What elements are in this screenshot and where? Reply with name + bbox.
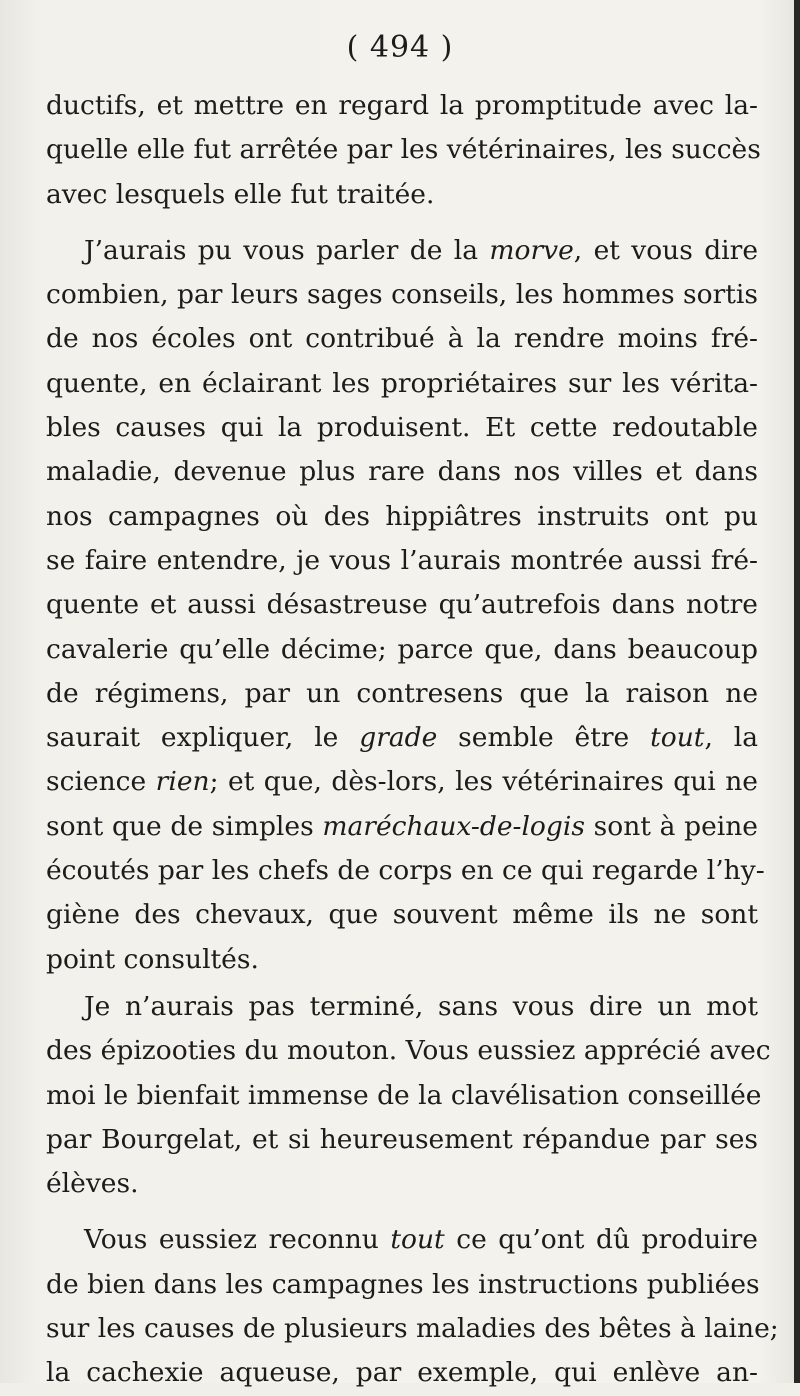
text-line: bles causes qui la produisent. Et cette redoutable — [46, 412, 758, 444]
text-line: sont que de simples maréchaux-de-logis sont à peine — [46, 810, 758, 842]
text-line: des épizooties du mouton. Vous eussiez apprécié avec — [46, 1035, 771, 1067]
paragraph-3 — [46, 985, 771, 1206]
text-line: écoutés par les chefs de corps en ce qui regarde l’hy- — [46, 855, 765, 887]
text-line: nos campagnes où des hippiâtres instruits ont pu — [46, 500, 758, 532]
text-line: ductifs, et mettre en regard la promptitude avec la- — [46, 90, 758, 121]
text-line: saurait expliquer, le grade semble être tout, la — [46, 722, 758, 754]
text-line: quelle elle fut arrêtée par les vétérinaires, les succès — [46, 134, 761, 166]
body-text — [46, 84, 779, 1396]
text-line: quente, en éclairant les propriétaires sur les vérita- — [46, 367, 758, 399]
text-line: élèves. — [46, 1168, 139, 1200]
text-line: avec lesquels elle fut traitée. — [46, 178, 435, 210]
paragraph-4 — [46, 1218, 779, 1395]
text-line: quente et aussi désastreuse qu’autrefois dans notre — [46, 589, 758, 621]
text-line: cavalerie qu’elle décime; parce que, dans beaucoup — [46, 633, 758, 665]
text-line: Vous eussiez reconnu tout ce qu’ont dû produire — [84, 1224, 758, 1256]
text-line: se faire entendre, je vous l’aurais montrée aussi fré- — [46, 544, 758, 576]
text-line: Je n’aurais pas terminé, sans vous dire un mot — [84, 990, 758, 1022]
text-line: de bien dans les campagnes les instructions publiées — [46, 1268, 760, 1300]
text-line: par Bourgelat, et si heureusement répandue par ses — [46, 1123, 758, 1155]
text-line: de régimens, par un contresens que la raison ne — [46, 677, 758, 709]
text-line: combien, par leurs sages conseils, les hommes sortis — [46, 279, 758, 311]
paragraph-2 — [46, 229, 765, 982]
text-line: moi le bienfait immense de la clavélisation conseillée — [46, 1079, 762, 1111]
text-line: la cachexie aqueuse, par exemple, qui enlève an- — [46, 1357, 758, 1389]
text-line: J’aurais pu vous parler de la morve, et vous dire — [84, 234, 758, 266]
paragraph-1 — [46, 84, 761, 217]
text-line: de nos écoles ont contribué à la rendre moins fré- — [46, 323, 758, 355]
text-line: maladie, devenue plus rare dans nos villes et dans — [46, 456, 758, 488]
text-line: point consultés. — [46, 943, 259, 975]
text-line: science rien; et que, dès-lors, les vétérinaires qui ne — [46, 766, 758, 798]
text-line: giène des chevaux, que souvent même ils ne sont — [46, 899, 758, 931]
page-number: ( 494 ) — [346, 30, 454, 65]
text-line: sur les causes de plusieurs maladies des bêtes à laine; — [46, 1313, 779, 1345]
